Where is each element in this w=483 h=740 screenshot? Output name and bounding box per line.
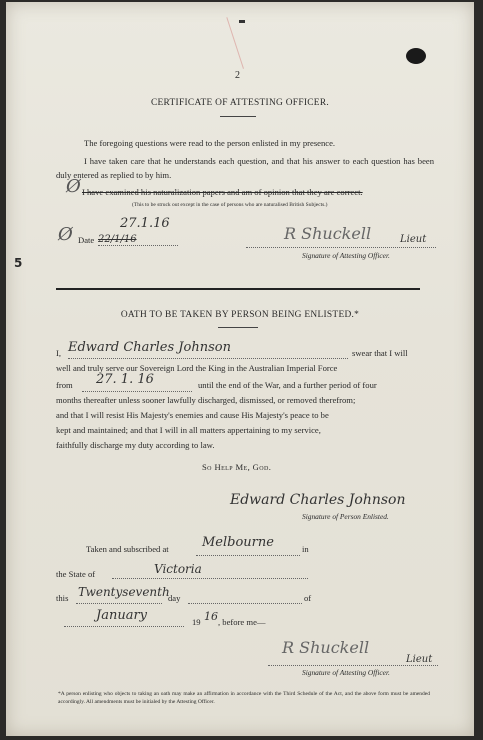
subscribed-officer-signature: R Shuckell <box>282 638 370 657</box>
officer-signature-caption: Signature of Attesting Officer. <box>302 251 390 260</box>
oath-line-7: faithfully discharge my duty according to law. <box>56 440 215 450</box>
enlisted-signature: Edward Charles Johnson <box>230 492 406 508</box>
this-label: this <box>56 593 69 603</box>
place-line <box>196 555 300 556</box>
state-value: Victoria <box>154 562 202 576</box>
oath-title: OATH TO BE TAKEN BY PERSON BEING ENLISTED.* <box>120 310 360 320</box>
certificate-para-2: I have taken care that he understands each question, and that his answer to each question has been duly entered as replied to by him. <box>56 156 434 180</box>
in-label: in <box>302 544 309 554</box>
swear-text: swear that I will <box>352 348 408 358</box>
bottom-footnote: *A person enlisting who objects to taking an oath may make an affirmation in accordance with the Third Schedule of the Act, and the above form must be amended accordingly. All amendments must be initialed by the Attesting Officer. <box>58 691 430 705</box>
day-line <box>76 603 162 604</box>
year-prefix: 19 <box>192 617 201 627</box>
enlisted-name: Edward Charles Johnson <box>68 340 231 355</box>
certificate-para-1: The foregoing questions were read to the person enlisted in my presence. <box>84 138 336 148</box>
punch-hole <box>406 48 426 64</box>
subscribed-signature-line <box>268 665 438 666</box>
subscribed-signature-caption: Signature of Attesting Officer. <box>302 668 390 677</box>
oath-line-2: well and truly serve our Sovereign Lord the King in the Australian Imperial Force <box>56 363 338 373</box>
oath-pronoun: I, <box>56 348 62 358</box>
date-label: Date <box>78 235 95 245</box>
enlisted-signature-caption: Signature of Person Enlisted. <box>302 512 389 521</box>
title-rule <box>220 116 256 117</box>
of-label: of <box>304 593 312 603</box>
state-label: the State of <box>56 569 96 579</box>
page-number: 2 <box>235 70 240 81</box>
subscribed-officer-rank: Lieut <box>406 654 433 665</box>
state-line <box>112 578 308 579</box>
section-divider <box>56 288 420 290</box>
date-initial: Ø <box>58 224 73 245</box>
date-line <box>98 245 178 246</box>
of-line <box>188 603 302 604</box>
certificate-para-3-struck: I have examined his naturalization papers and am of opinion that they are correct. <box>82 187 363 197</box>
oath-line-3: until the end of the War, and a further period of four <box>198 380 377 390</box>
certificate-title: CERTIFICATE OF ATTESTING OFFICER. <box>150 98 330 108</box>
officer-signature: R Shuckell <box>284 224 372 243</box>
date-value: 27.1.16 <box>120 216 170 231</box>
officer-signature-line <box>246 247 436 248</box>
oath-title-rule <box>218 327 258 328</box>
taken-label: Taken and subscribed at <box>86 544 169 554</box>
day-value: Twentyseventh <box>78 585 170 599</box>
from-label: from <box>56 380 73 390</box>
date-value-struck: 22/1/16 <box>98 234 137 245</box>
red-ink-mark <box>226 9 268 69</box>
struck-initial: Ø <box>66 176 81 197</box>
officer-rank: Lieut <box>400 234 427 245</box>
place-value: Melbourne <box>202 535 274 550</box>
so-help-me-god: So Help Me, God. <box>202 462 272 472</box>
from-date-line <box>82 391 192 392</box>
oath-line-4: months thereafter unless sooner lawfully discharged, dismissed, or removed therefrom; <box>56 395 356 405</box>
name-line <box>68 358 348 359</box>
from-date: 27. 1. 16 <box>96 372 154 387</box>
day-label: day <box>168 593 181 603</box>
oath-line-5: and that I will resist His Majesty's enemies and cause His Majesty's peace to be <box>56 410 329 420</box>
month-value: January <box>96 608 148 623</box>
oath-line-6: kept and maintained; and that I will in all matters appertaining to my service, <box>56 425 321 435</box>
month-line <box>64 626 184 627</box>
attestation-page <box>6 2 474 736</box>
year-value: 16 <box>204 610 218 623</box>
margin-mark: 5 <box>14 256 23 270</box>
naturalization-footnote: (This to be struck out except in the case of persons who are naturalised British Subjects.) <box>132 202 328 208</box>
before-me: , before me— <box>218 617 266 627</box>
